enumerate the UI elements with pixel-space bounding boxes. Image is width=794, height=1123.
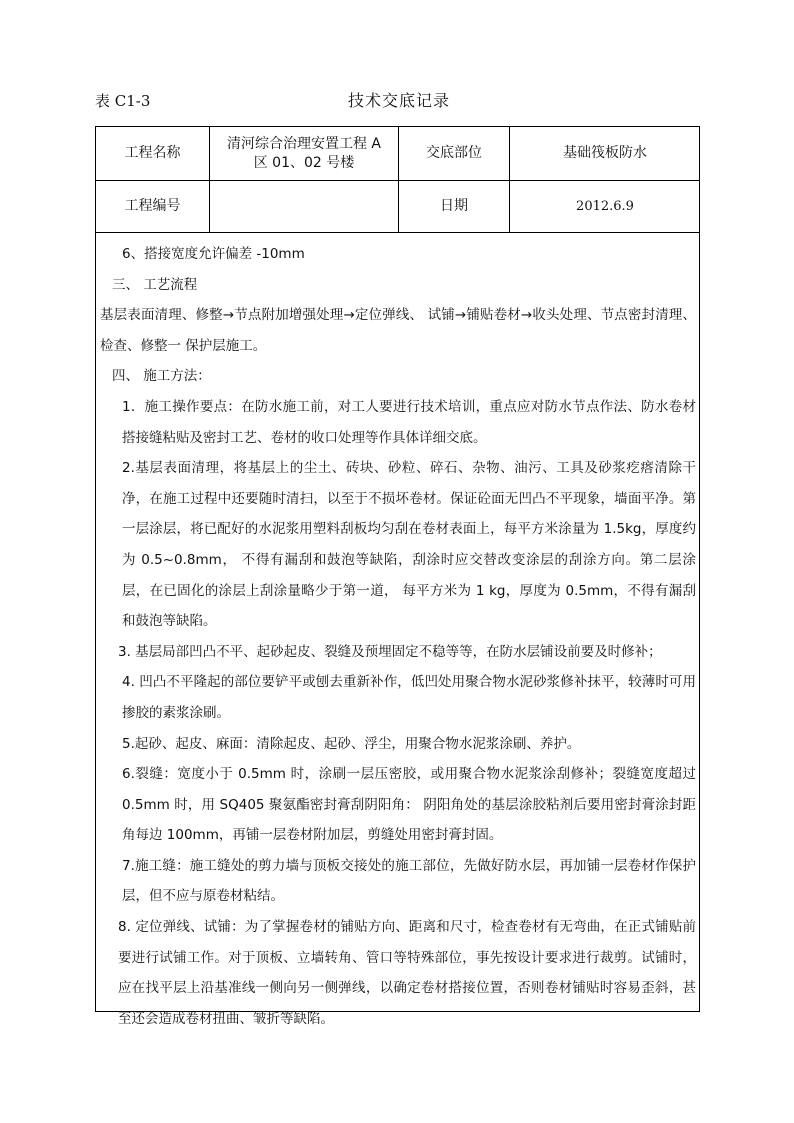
date-label: 日期 [440,198,468,214]
form-code: 表 C1-3 [95,92,151,110]
content-paragraph: 1．施工操作要点：在防水施工前，对工人要进行技术培训，重点应对防水节点作法、防水卷材搭接缝粘贴及密封工艺、卷材的收口处理等作具体详细交底。 [122,398,696,446]
section-heading: 四、 施工方法： [112,368,211,385]
row-divider [96,232,699,233]
content-paragraph: 8. 定位弹线、试铺：为了掌握卷材的铺贴方向、距离和尺寸，检查卷材有无弯曲，在正式铺贴前要进行试铺工作。对于顶板、立墙转角、管口等特殊部位，事先按设计要求进行裁剪。试铺时，应在找平层上沿基准线一侧向另一侧弹线，以确定卷材搭接位置，否则卷材铺贴时容易歪斜，甚至还会造成卷材扭曲、皱折等缺陷。 [118,919,696,1027]
project-name-value: 清河综合治理安置工程 A 区 01、02 号楼 [226,135,382,171]
content-paragraph: 4. 凹凸不平隆起的部位要铲平或刨去重新补作，低凹处用聚合物水泥砂浆修补抹平，较薄时可用掺胶的素浆涂刷。 [122,674,696,721]
record-sheet [95,126,700,1027]
content-paragraph: 6.裂缝：宽度小于 0.5mm 时，涂刷一层压密胶，或用聚合物水泥浆涂刮修补；裂缝宽度超过 0.5mm 时，用 SQ405 聚氨酯密封膏刮阴阳角： 阴阳角处的基层涂胶粘剂后要用密封膏涂封距角每边 100mm，再铺一层卷材附加层，剪缝处用密封膏封固。 [122,766,696,844]
content-paragraph: 基层表面清理、修整→节点附加增强处理→定位弹线、 试铺→铺贴卷材→收头处理、节点密封清理、检查、修整一 保护层施工。 [100,307,696,354]
location-label: 交底部位 [426,145,482,161]
content-paragraph: 6、搭接宽度允许偏差 -10mm [122,246,305,262]
project-no-value [210,181,398,232]
date-value: 2012.6.9 [576,199,634,214]
project-no-label: 工程编号 [124,198,181,214]
content-paragraph: 5.起砂、起皮、麻面：清除起皮、起砂、浮尘，用聚合物水泥浆涂刷、养护。 [122,735,581,752]
content-paragraph: 2.基层表面清理，将基层上的尘土、砖块、砂粒、碎石、杂物、油污、工具及砂浆疙瘩清除干净，在施工过程中还要随时清扫，以至于不损坏卷材。保证砼面无凹凸不平现象，墙面平净。第一层涂层，将已配好的水泥浆用塑料刮板均匀刮在卷材表面上，每平方米涂量为 1.5kg，厚度约为 0.5~0.8mm， 不得有漏刮和鼓泡等缺陷，刮涂时应交替改变涂层的刮涂方向。第二层涂层，在已固化的涂层上刮涂量略少于第一道， 每平方米为 1 kg，厚度为 0.5mm，不得有漏刮和鼓泡等缺陷。 [122,460,696,630]
content-paragraph: 7.施工缝：施工缝处的剪力墙与顶板交接处的施工部位，先做好防水层，再加铺一层卷材作保护层，但不应与原卷材粘结。 [122,857,696,905]
content-paragraph: 3. 基层局部凹凸不平、起砂起皮、裂缝及预埋固定不稳等等，在防水层铺设前要及时修补； [118,643,662,660]
project-name-label: 工程名称 [124,145,181,161]
section-heading: 三、 工艺流程 [112,276,198,293]
location-value: 基础筏板防水 [563,145,647,161]
document-title: 技术交底记录 [347,91,450,110]
disclosure-content [100,239,696,1034]
